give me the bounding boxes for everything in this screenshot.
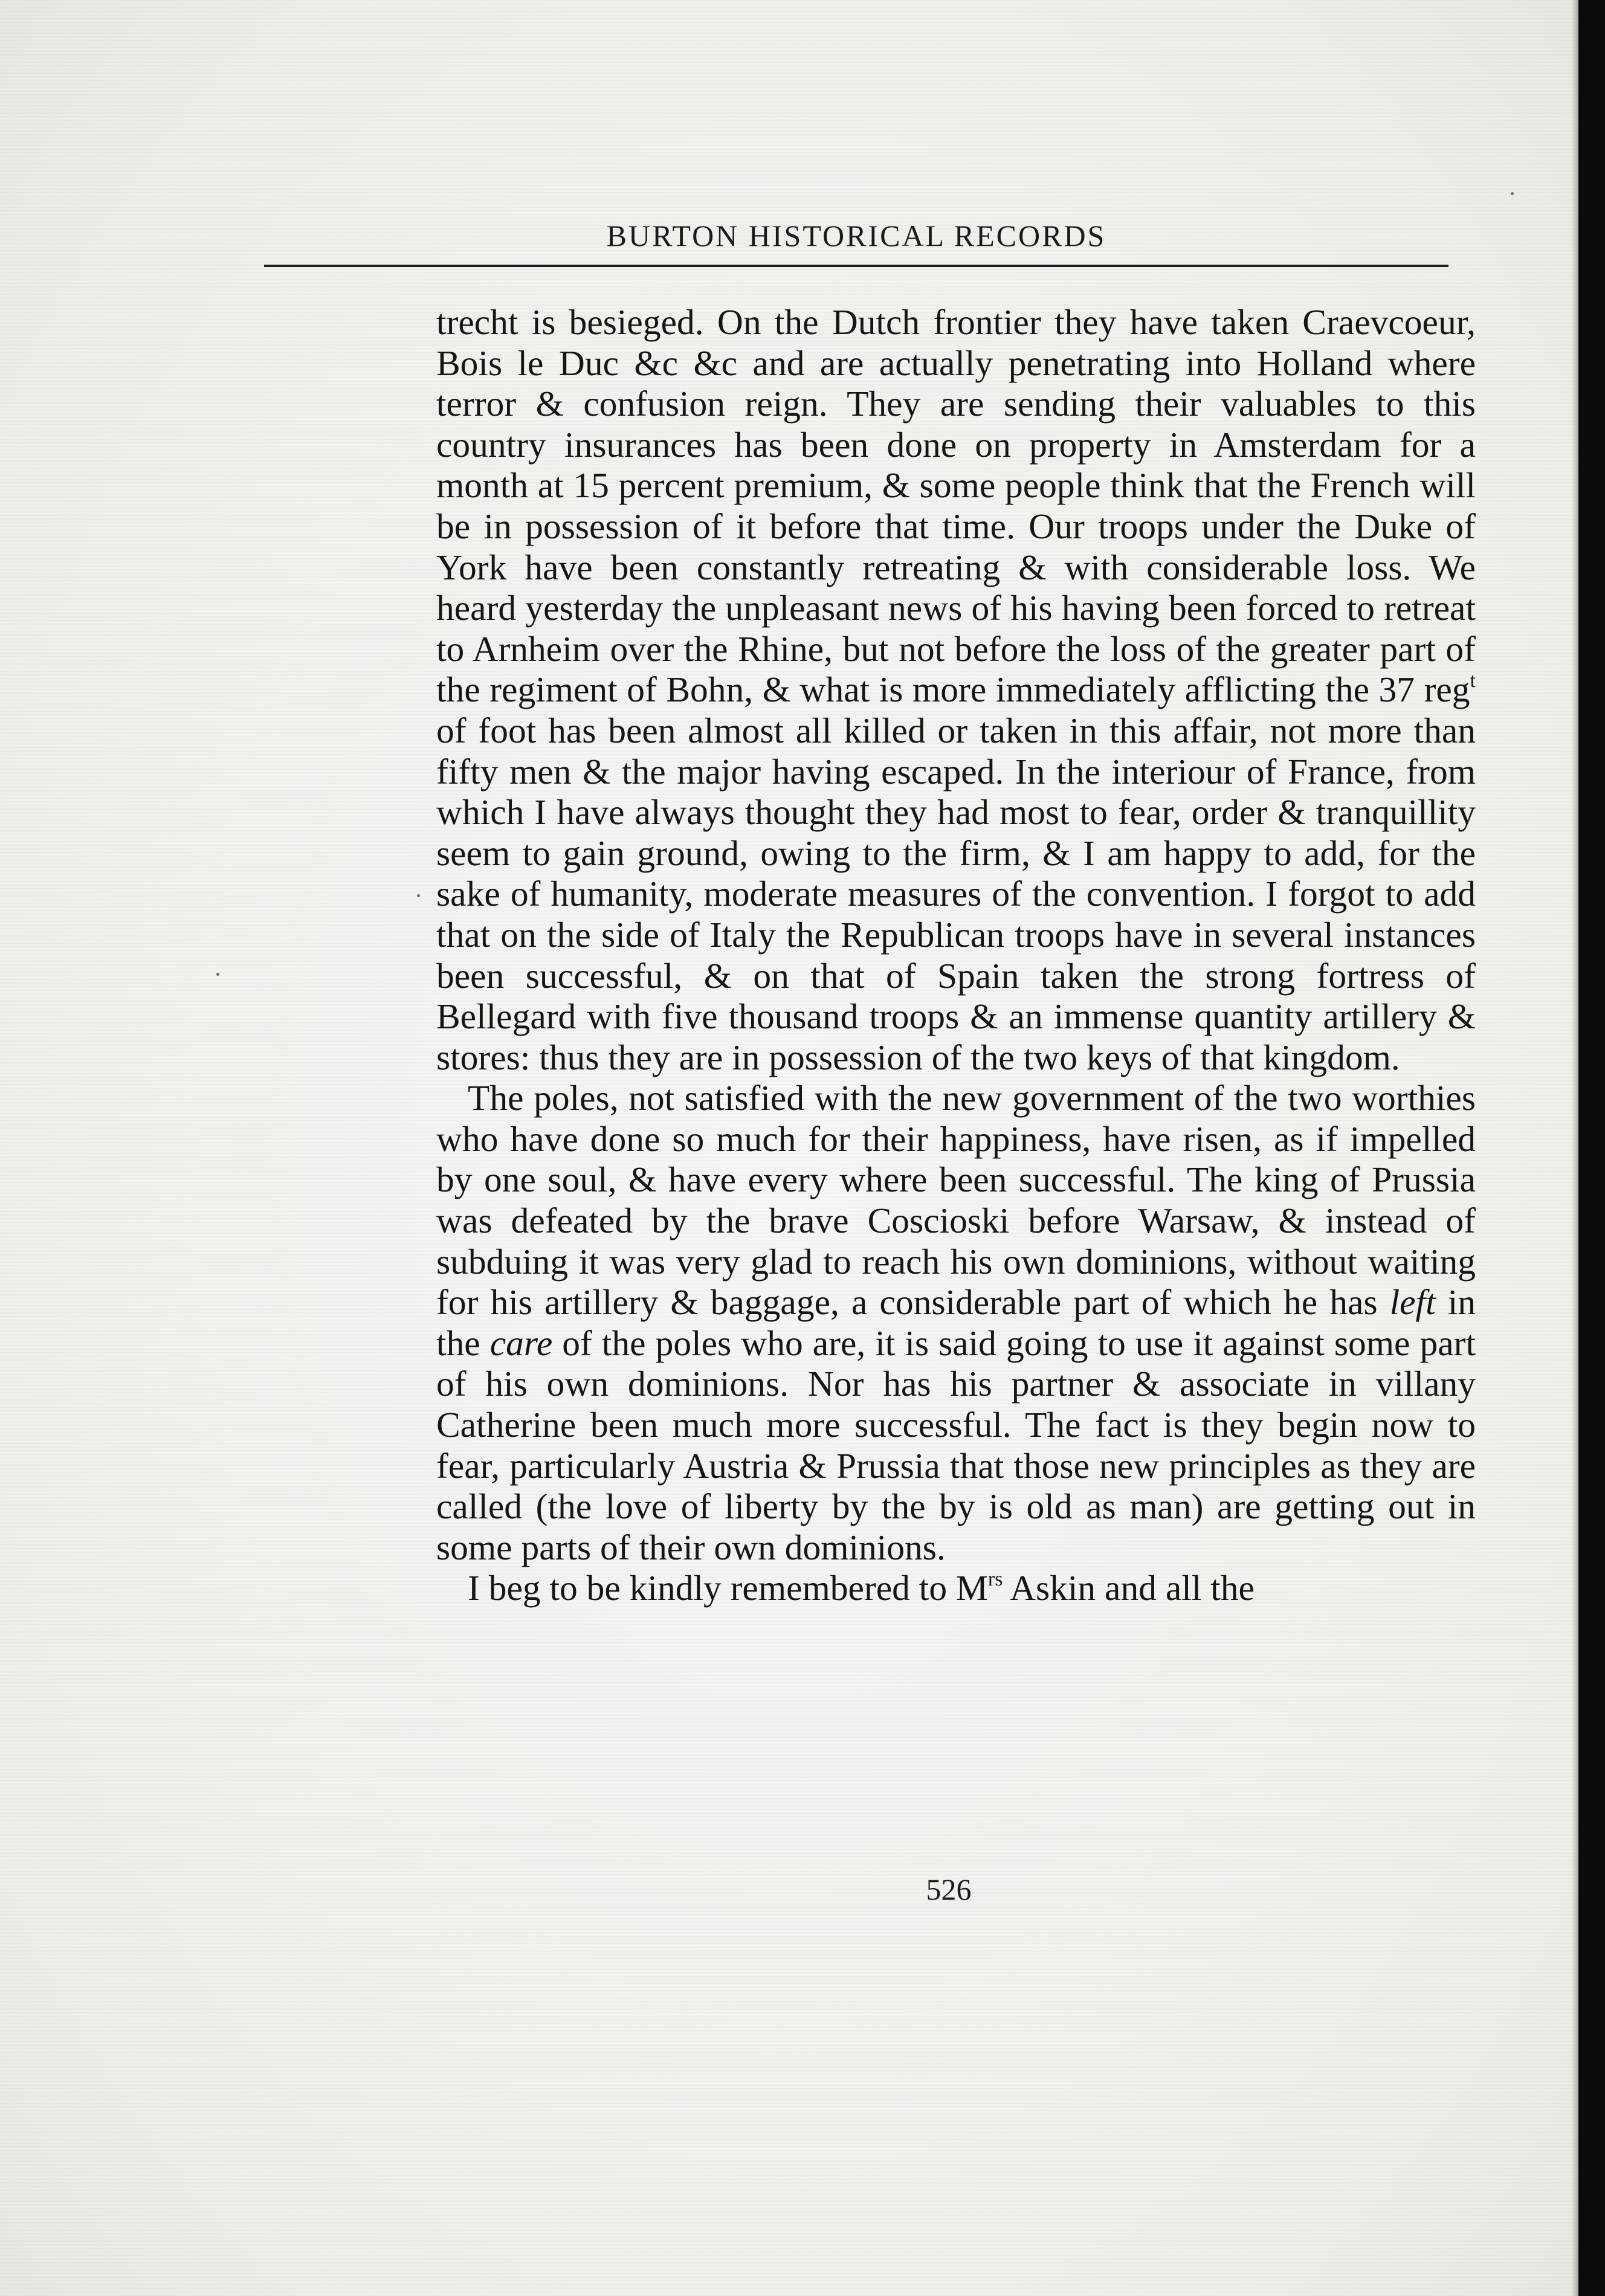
paragraph-1-text: trecht is besieged. On the Dutch frontier they have taken Craevcoeur, Bois le Duc &c &c and are actually penetrating into Holland where terror & confusion reign. They are sending their valuables to this country insurances has been done on property in Amsterdam for a month at 15 percent premium, & some people think that the French will be in possession of it before that time. Our troops under the Duke of York have been constantly retreating & with considerable loss. We heard yesterday the unpleasant news of his having been forced to retreat to Arnheim over the Rhine, but not before the loss of the greater part of the regiment of Bohn, & what is more immediately afflicting the 37 reg [436,302,1476,710]
paragraph-1-continuation: of foot has been almost all killed or taken in this affair, not more than fifty men & the major having escaped. In the interiour of France, from which I have always thought they had most to fear, order & tranquillity seem to gain ground, owing to the firm, & I am happy to add, for the sake of humanity, moderate measures of the convention. I forgot to add that on the side of Italy the Republican troops have in several instances been successful, & on that of Spain taken the strong fortress of Bellegard with five thousand troops & an immense quantity artillery & stores: thus they are in possession of the two keys of that kingdom. [436,710,1476,1077]
paragraph-2-text-c: of the poles who are, it is said going to use it against some part of his own dominions. Nor has his partner & associate in villany Catherine been much more successful. The fact is they begin now to fear, particularly Austria & Prussia that those new principles as they are called (the love of liberty by the by is old as man) are getting out in some parts of their own dominions. [436,1323,1476,1567]
paper-speck [417,894,420,897]
paragraph-3-text-b: Askin and all the [1003,1568,1255,1608]
page-number: 526 [926,1872,972,1906]
body-text [436,302,1476,1609]
header-rule [264,265,1448,267]
superscript-t: t [1470,669,1476,692]
running-head-title: BURTON HISTORICAL RECORDS [606,219,1106,253]
paragraph-3-text-a: I beg to be kindly remembered to M [468,1568,988,1608]
paragraph-2 [436,1078,1476,1568]
italic-care: care [489,1323,553,1363]
paragraph-1 [436,302,1476,1078]
paper-speck [1511,192,1514,195]
page-edge-shadow [1571,0,1578,2296]
paragraph-3 [436,1568,1476,1609]
running-head [264,216,1448,271]
paragraph-2-text-b: in the [436,1282,1476,1363]
paragraph-2-text-a: The poles, not satisfied with the new government of the two worthies who have done so much for their happiness, have risen, as if impelled by one soul, & have every where been successful. The king of Prussia was defeated by the brave Coscioski before Warsaw, & instead of subduing it was very glad to reach his own dominions, without waiting for his artillery & baggage, a considerable part of which he has [436,1078,1476,1323]
italic-left: left [1389,1282,1436,1323]
paper-speck [216,973,219,976]
superscript-rs: rs [987,1568,1003,1591]
